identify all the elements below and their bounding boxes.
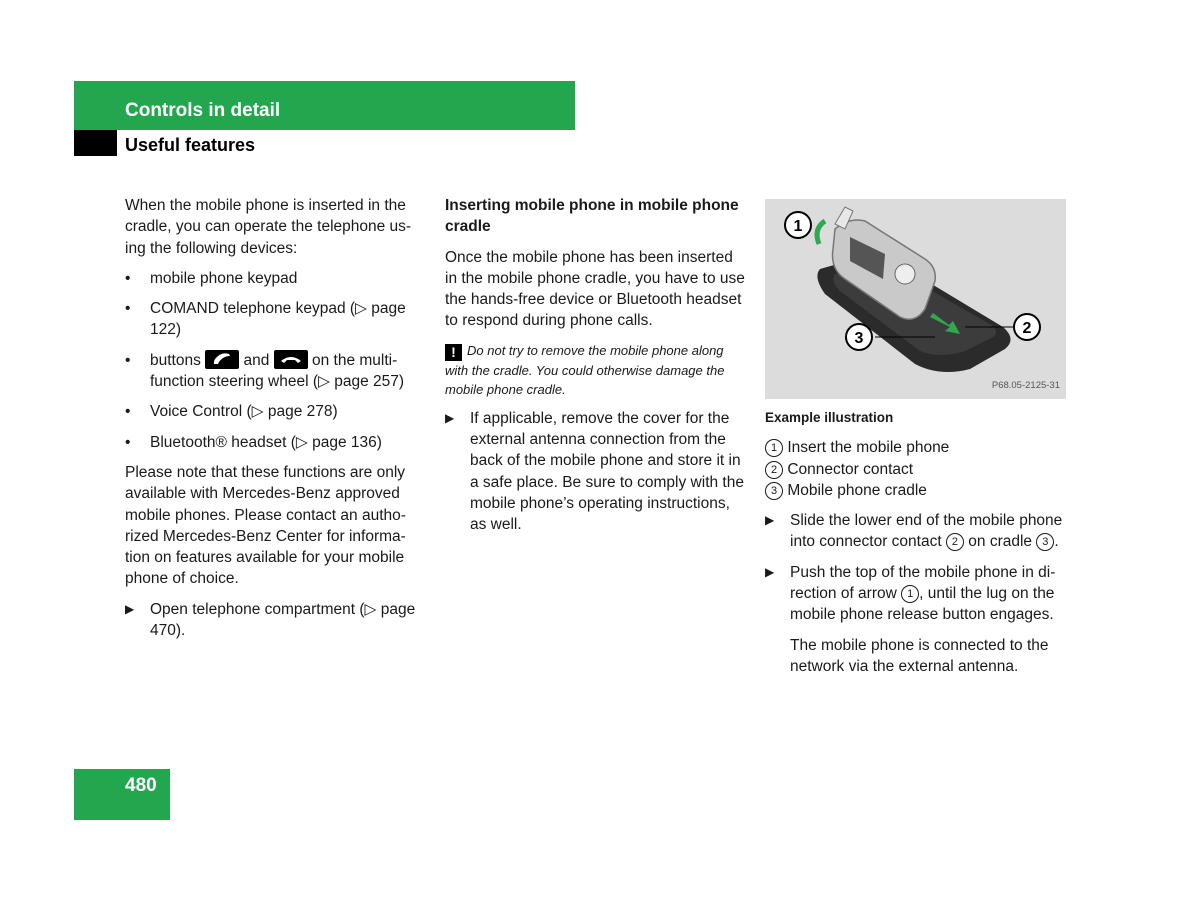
phone-accept-icon — [205, 350, 239, 369]
list-item: • buttons and on the multi-function steering wheel (▷ page 257) — [125, 350, 421, 393]
section-title: Controls in detail — [125, 100, 281, 121]
step-open-compartment: ▶ Open telephone compartment (▷ page 470). — [125, 600, 416, 640]
column-left — [125, 195, 421, 650]
list-item: • mobile phone keypad — [125, 268, 421, 289]
legend-item: 2 Connector contact — [765, 459, 1067, 480]
result-paragraph: The mobile phone is connected to the network via the external antenna. — [790, 636, 1049, 675]
callout-1: 1 — [793, 218, 803, 235]
warning-icon: ! — [445, 344, 462, 361]
page-number: 480 — [125, 775, 157, 796]
phone-end-icon — [274, 350, 308, 369]
subsection-title: Useful features — [125, 135, 256, 155]
section-marker — [74, 130, 117, 156]
figure-legend — [765, 437, 1067, 501]
section-heading: Inserting mobile phone in mobile phone cradle — [445, 197, 739, 236]
callout-3: 3 — [854, 330, 864, 347]
step-slide-phone: ▶ Slide the lower end of the mobile phone into connector contact 2 on cradle 3 . — [765, 512, 1063, 551]
legend-item: 3 Mobile phone cradle — [765, 480, 1067, 501]
list-item: • COMAND telephone keypad (▷ page 122) — [125, 298, 421, 341]
cradle-paragraph: Once the mobile phone has been inserted in the mobile phone cradle, you have to use the hands-free device or Bluetooth headset to respond during phone calls. — [445, 248, 745, 330]
intro-paragraph: When the mobile phone is inserted in the cradle, you can operate the telephone us-ing the following devices: — [125, 197, 412, 257]
phone-in-cradle-drawing — [765, 199, 1066, 399]
column-middle — [445, 195, 745, 545]
warning-note: ! Do not try to remove the mobile phone along with the cradle. You could otherwise damage the mobile phone cradle. — [445, 342, 725, 397]
step-arrow-icon: ▶ — [765, 513, 775, 528]
step-arrow-icon: ▶ — [125, 601, 135, 616]
figure-caption: Example illustration — [765, 410, 894, 425]
device-list — [125, 268, 421, 453]
phone-cradle-illustration — [765, 199, 1066, 399]
legend-item: 1 Insert the mobile phone — [765, 437, 1067, 458]
step-push-phone: ▶ Push the top of the mobile phone in di-rection of arrow 1 , until the lug on the mobile phone release button engages. — [765, 563, 1056, 624]
figure-code: P68.05-2125-31 — [991, 379, 1060, 391]
callout-2: 2 — [1022, 320, 1032, 337]
column-right — [765, 195, 1067, 686]
compatibility-note: Please note that these functions are only available with Mercedes-Benz approved mobile phones. Please contact an autho-rized Mercedes-Benz Center for informa-tion on features available for your mobile phone of choice. — [125, 463, 406, 588]
step-arrow-icon: ▶ — [445, 410, 455, 425]
list-item: • Bluetooth® headset (▷ page 136) — [125, 432, 421, 453]
step-remove-cover: ▶ If applicable, remove the cover for the external antenna connection from the back of the mobile phone and store it in a safe place. Be sure to comply with the mobile phone’s operating instructions, as well. — [445, 409, 744, 534]
step-arrow-icon: ▶ — [765, 564, 775, 579]
list-item: • Voice Control (▷ page 278) — [125, 401, 421, 422]
